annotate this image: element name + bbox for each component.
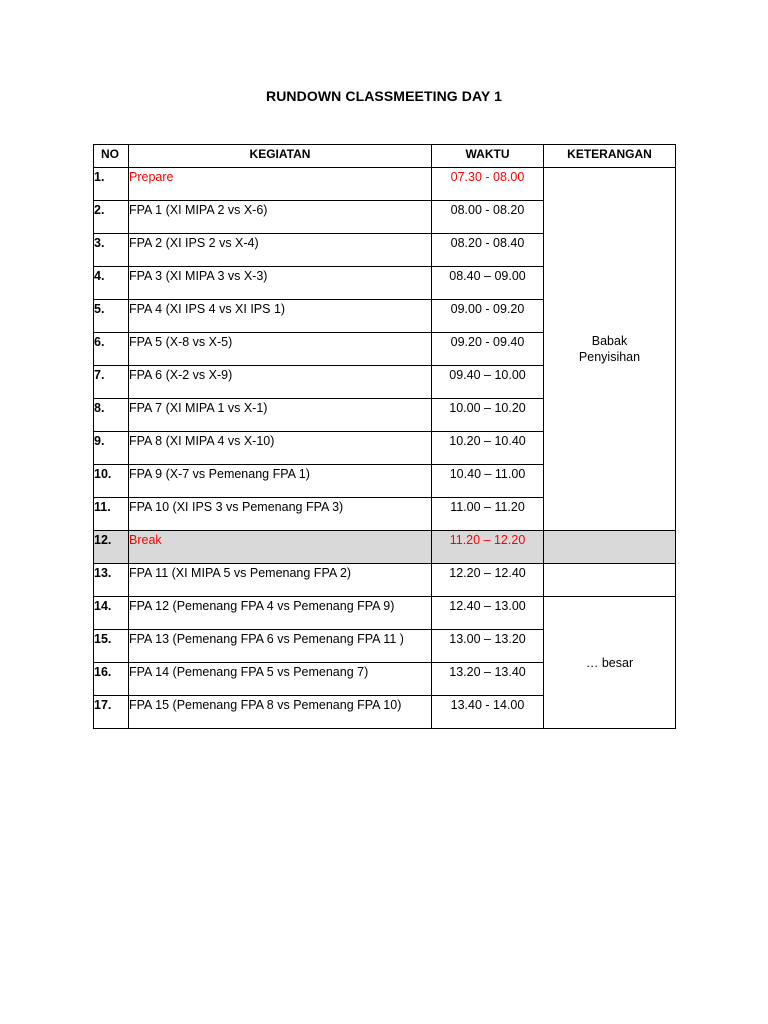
row-number: 1.	[94, 168, 129, 201]
row-number: 10.	[94, 465, 129, 498]
row-number: 6.	[94, 333, 129, 366]
row-kegiatan: Break	[129, 531, 432, 564]
row-kegiatan: FPA 12 (Pemenang FPA 4 vs Pemenang FPA 9)	[129, 597, 432, 630]
row-waktu: 11.00 – 11.20	[432, 498, 544, 531]
row-number: 8.	[94, 399, 129, 432]
table-row	[94, 531, 676, 564]
row-number: 9.	[94, 432, 129, 465]
row-waktu: 09.40 – 10.00	[432, 366, 544, 399]
header-keterangan: KETERANGAN	[544, 145, 676, 168]
row-number: 5.	[94, 300, 129, 333]
row-number: 15.	[94, 630, 129, 663]
row-waktu: 12.20 – 12.40	[432, 564, 544, 597]
row-waktu: 07.30 - 08.00	[432, 168, 544, 201]
row-kegiatan: FPA 8 (XI MIPA 4 vs X-10)	[129, 432, 432, 465]
table-row	[94, 597, 676, 630]
header-waktu: WAKTU	[432, 145, 544, 168]
header-kegiatan: KEGIATAN	[129, 145, 432, 168]
row-kegiatan: FPA 7 (XI MIPA 1 vs X-1)	[129, 399, 432, 432]
row-number: 13.	[94, 564, 129, 597]
row-waktu: 13.40 - 14.00	[432, 696, 544, 729]
row-kegiatan: FPA 11 (XI MIPA 5 vs Pemenang FPA 2)	[129, 564, 432, 597]
table-row	[94, 168, 676, 201]
keterangan-line: Penyisihan	[578, 350, 641, 364]
row-waktu: 09.20 - 09.40	[432, 333, 544, 366]
row-number: 17.	[94, 696, 129, 729]
row-kegiatan: FPA 15 (Pemenang FPA 8 vs Pemenang FPA 10)	[129, 696, 432, 729]
row-kegiatan: FPA 4 (XI IPS 4 vs XI IPS 1)	[129, 300, 432, 333]
row-kegiatan: FPA 14 (Pemenang FPA 5 vs Pemenang 7)	[129, 663, 432, 696]
row-waktu: 08.00 - 08.20	[432, 201, 544, 234]
row-waktu: 10.00 – 10.20	[432, 399, 544, 432]
row-kegiatan: FPA 5 (X-8 vs X-5)	[129, 333, 432, 366]
row-kegiatan: FPA 3 (XI MIPA 3 vs X-3)	[129, 267, 432, 300]
rundown-table	[93, 144, 676, 729]
row-kegiatan: FPA 9 (X-7 vs Pemenang FPA 1)	[129, 465, 432, 498]
keterangan-line: … besar	[585, 655, 634, 670]
row-waktu: 11.20 – 12.20	[432, 531, 544, 564]
table-row	[94, 564, 676, 597]
keterangan-cell	[544, 531, 676, 564]
row-waktu: 10.20 – 10.40	[432, 432, 544, 465]
row-number: 3.	[94, 234, 129, 267]
row-number: 11.	[94, 498, 129, 531]
page-title: RUNDOWN CLASSMEETING DAY 1	[266, 88, 502, 104]
row-number: 16.	[94, 663, 129, 696]
row-kegiatan: FPA 10 (XI IPS 3 vs Pemenang FPA 3)	[129, 498, 432, 531]
row-number: 7.	[94, 366, 129, 399]
row-number: 4.	[94, 267, 129, 300]
row-number: 14.	[94, 597, 129, 630]
row-kegiatan: FPA 2 (XI IPS 2 vs X-4)	[129, 234, 432, 267]
keterangan-cell	[544, 168, 676, 531]
row-waktu: 08.20 - 08.40	[432, 234, 544, 267]
table-header-row	[94, 145, 676, 168]
row-waktu: 10.40 – 11.00	[432, 465, 544, 498]
keterangan-cell	[544, 597, 676, 729]
row-waktu: 13.00 – 13.20	[432, 630, 544, 663]
header-no: NO	[94, 145, 129, 168]
row-waktu: 12.40 – 13.00	[432, 597, 544, 630]
row-kegiatan: FPA 1 (XI MIPA 2 vs X-6)	[129, 201, 432, 234]
row-kegiatan: FPA 13 (Pemenang FPA 6 vs Pemenang FPA 11 )	[129, 630, 432, 663]
row-waktu: 13.20 – 13.40	[432, 663, 544, 696]
row-number: 12.	[94, 531, 129, 564]
row-waktu: 09.00 - 09.20	[432, 300, 544, 333]
row-waktu: 08.40 – 09.00	[432, 267, 544, 300]
row-kegiatan: FPA 6 (X-2 vs X-9)	[129, 366, 432, 399]
keterangan-cell	[544, 564, 676, 597]
row-number: 2.	[94, 201, 129, 234]
keterangan-line: Babak	[591, 334, 628, 348]
row-kegiatan: Prepare	[129, 168, 432, 201]
table-body	[94, 168, 676, 729]
